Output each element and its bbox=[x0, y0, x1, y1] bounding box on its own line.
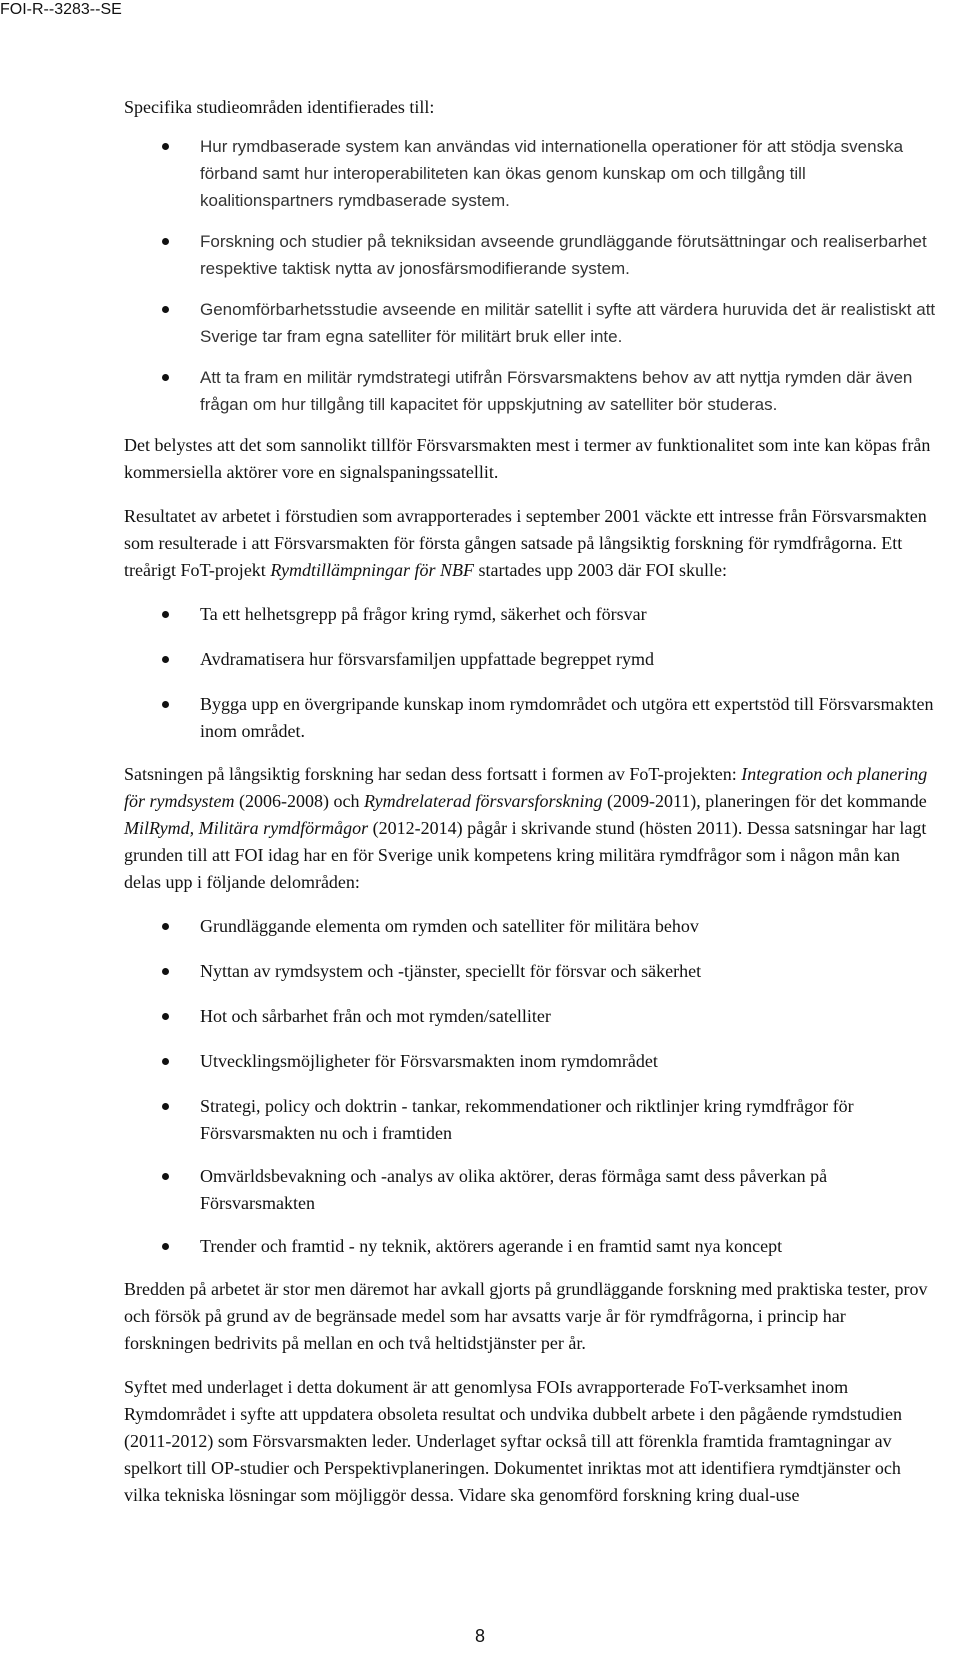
list-item: Strategi, policy och doktrin - tankar, rekommendationer och riktlinjer kring rymdfrågor för Försvarsmakten nu och i framtiden bbox=[124, 1093, 936, 1147]
project-title: Rymdrelaterad försvarsforskning bbox=[363, 791, 603, 811]
document-id-header: FOI-R--3283--SE bbox=[0, 1, 122, 18]
bullet-icon bbox=[162, 656, 169, 663]
list-item: Att ta fram en militär rymdstrategi utifrån Försvarsmaktens behov av att nyttja rymden där även frågan om hur tillgång till kapacitet för uppskjutning av satelliter bör studeras. bbox=[124, 364, 936, 418]
project-title: Rymdtillämpningar för NBF bbox=[270, 560, 474, 580]
bullet-icon bbox=[162, 374, 169, 381]
bullet-icon bbox=[162, 701, 169, 708]
page-body bbox=[124, 94, 936, 1526]
bullet-icon bbox=[162, 306, 169, 313]
list-item: Hur rymdbaserade system kan användas vid internationella operationer för att stödja svenska förband samt hur interoperabiliteten kan ökas genom kunskap om och tillgång till koalitionspartners rymdbaserade system. bbox=[124, 133, 936, 214]
project-title: MilRymd, Militära rymdförmågor bbox=[124, 818, 369, 838]
list-item: Ta ett helhetsgrepp på frågor kring rymd, säkerhet och försvar bbox=[124, 601, 936, 628]
list-item: Grundläggande elementa om rymden och satelliter för militära behov bbox=[124, 913, 936, 940]
page-number: 8 bbox=[474, 1626, 485, 1646]
list-item: Bygga upp en övergripande kunskap inom rymdområdet och utgöra ett expertstöd till Försvarsmakten inom området. bbox=[124, 691, 936, 745]
bullet-icon bbox=[162, 611, 169, 618]
project-title: Integration och planering för rymdsystem bbox=[124, 764, 928, 811]
bullet-icon bbox=[162, 143, 169, 150]
bullet-icon bbox=[162, 1013, 169, 1020]
list-item: Hot och sårbarhet från och mot rymden/satelliter bbox=[124, 1003, 936, 1030]
intro-paragraph: Specifika studieområden identifierades till: bbox=[124, 97, 435, 117]
list-item: Nyttan av rymdsystem och -tjänster, speciellt för försvar och säkerhet bbox=[124, 958, 936, 985]
paragraph-signal-satellite: Det belystes att det som sannolikt tillför Försvarsmakten mest i termer av funktionalitet som inte kan köpas från kommersiella aktörer vore en signalspaningssatellit. bbox=[124, 435, 931, 482]
bullet-icon bbox=[162, 1173, 169, 1180]
list-item: Avdramatisera hur försvarsfamiljen uppfattade begreppet rymd bbox=[124, 646, 936, 673]
bullet-icon bbox=[162, 923, 169, 930]
list-item: Genomförbarhetsstudie avseende en militär satellit i syfte att värdera huruvida det är realistiskt att Sverige tar fram egna satelliter för militärt bruk eller inte. bbox=[124, 296, 936, 350]
subareas-list bbox=[124, 913, 936, 1260]
bullet-icon bbox=[162, 1243, 169, 1250]
paragraph-fot-projects: Satsningen på långsiktig forskning har sedan dess fortsatt i formen av FoT-projekten: Integration och planering för rymdsystem (2006-2008) och Rymdrelaterad försvarsforskning (2009-2011), planeringen för det kommande MilRymd, Militära rymdförmågor (2012-2014) pågår i skrivande stund (hösten 2011). Dessa satsningar har lagt grunden till att FOI idag har en för Sverige unik kompetens kring militära rymdfrågor som i någon mån kan delas upp i följande delområden: bbox=[124, 764, 928, 892]
paragraph-prestudy-result: Resultatet av arbetet i förstudien som avrapporterades i september 2001 väckte ett intresse från Försvarsmakten som resulterade i att Försvarsmakten för första gången satsade på långsiktig forskning för rymdfrågorna. Ett treårigt FoT-projekt Rymdtillämpningar för NBF startades upp 2003 där FOI skulle: bbox=[124, 506, 927, 580]
bullet-icon bbox=[162, 1058, 169, 1065]
paragraph-purpose: Syftet med underlaget i detta dokument är att genomlysa FOIs avrapporterade FoT-verksamhet inom Rymdområdet i syfte att uppdatera obsoleta resultat och undvika dubbelt arbete i den pågående rymdstudien (2011-2012) som Försvarsmakten leder. Underlaget syftar också till att förenkla framtida framtagningar av spelkort till OP-studier och Perspektivplaneringen. Dokumentet inriktas mot att identifiera rymdtjänster och vilka tekniska lösningar som möjliggör dessa. Vidare ska genomförd forskning kring dual-use bbox=[124, 1377, 903, 1505]
list-item: Omvärldsbevakning och -analys av olika aktörer, deras förmåga samt dess påverkan på Försvarsmakten bbox=[124, 1163, 936, 1217]
bullet-icon bbox=[162, 968, 169, 975]
bullet-icon bbox=[162, 1103, 169, 1110]
foi-tasks-list bbox=[124, 601, 936, 745]
bullet-icon bbox=[162, 238, 169, 245]
paragraph-scope: Bredden på arbetet är stor men däremot har avkall gjorts på grundläggande forskning med praktiska tester, prov och försök på grund av de begränsade medel som har avsatts varje år för rymdfrågorna, i princip har forskningen bedrivits på mellan en och två heltidstjänster per år. bbox=[124, 1279, 928, 1353]
list-item: Utvecklingsmöjligheter för Försvarsmakten inom rymdområdet bbox=[124, 1048, 936, 1075]
list-item: Forskning och studier på tekniksidan avseende grundläggande förutsättningar och realiserbarhet respektive taktisk nytta av jonosfärsmodifierande system. bbox=[124, 228, 936, 282]
list-item: Trender och framtid - ny teknik, aktörers agerande i en framtid samt nya koncept bbox=[124, 1233, 936, 1260]
study-areas-list bbox=[124, 133, 936, 418]
